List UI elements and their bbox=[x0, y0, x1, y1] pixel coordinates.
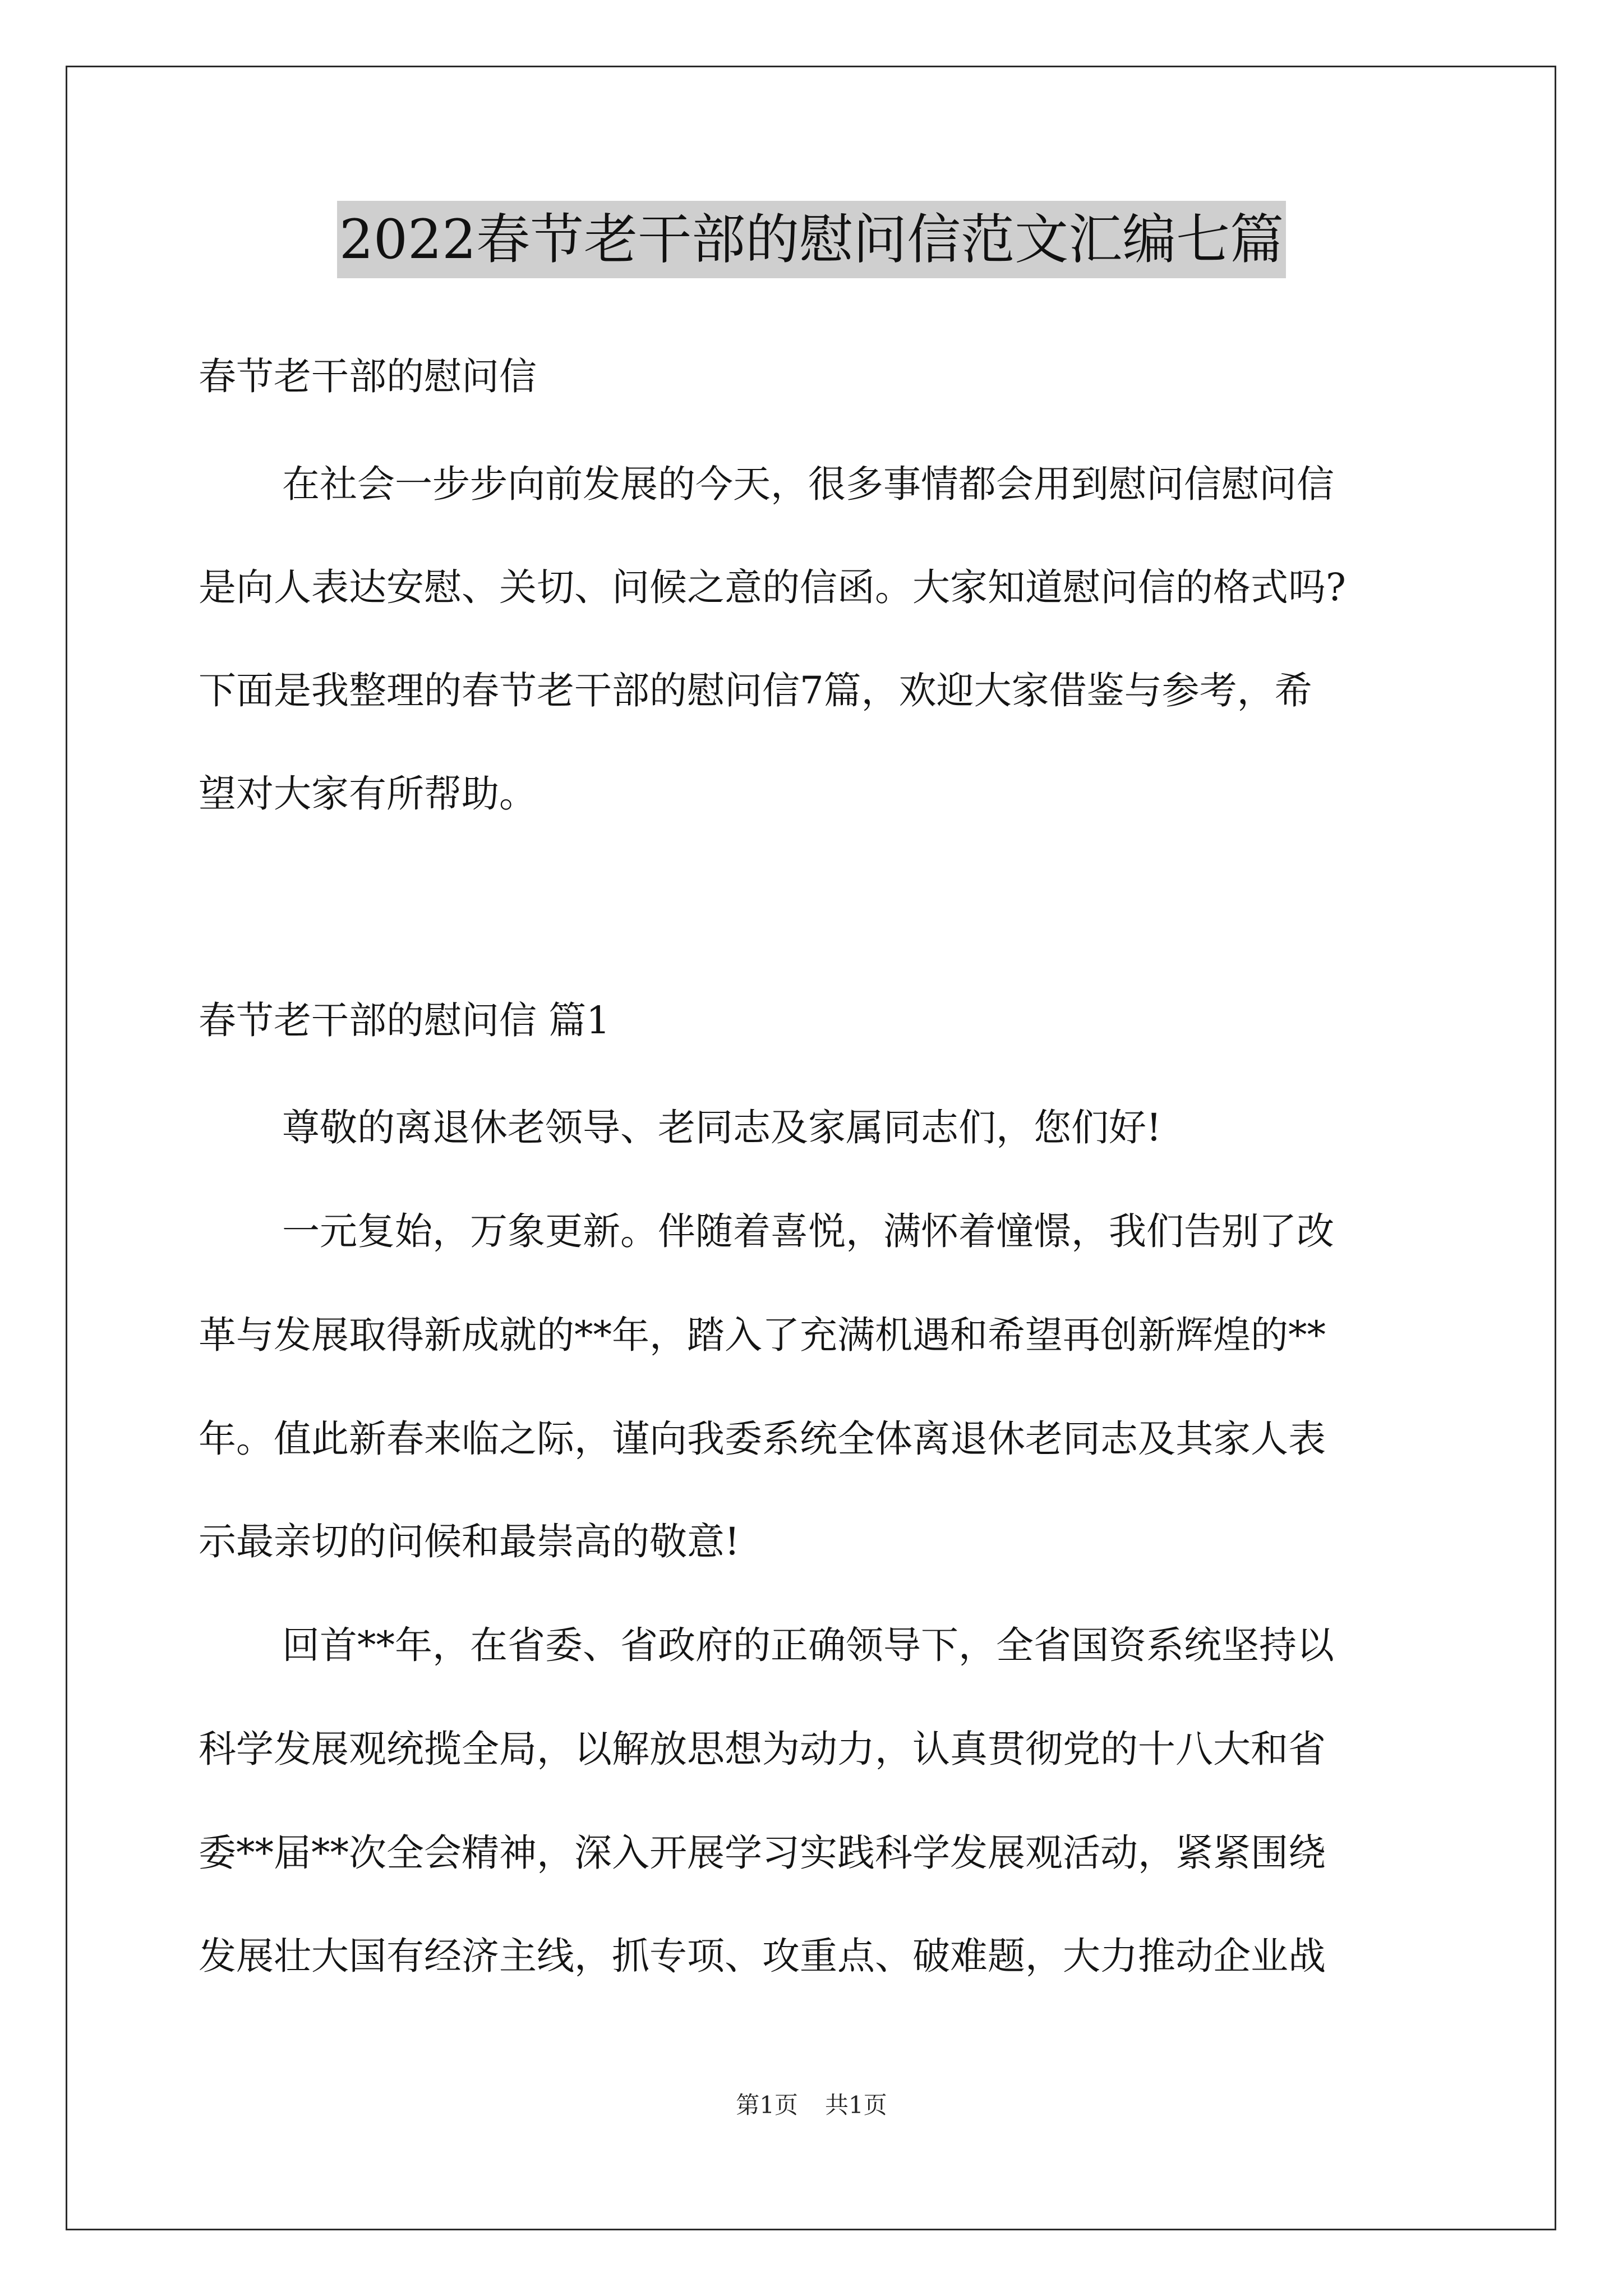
document-title: 2022春节老干部的慰问信范文汇编七篇 bbox=[337, 201, 1286, 278]
paragraph-line: 尊敬的离退休老领导、老同志及家属同志们，您们好! bbox=[282, 1106, 1161, 1149]
section-heading: 春节老干部的慰问信 bbox=[199, 355, 537, 398]
section-heading: 春节老干部的慰问信 篇1 bbox=[199, 999, 610, 1042]
paragraph-line: 是向人表达安慰、关切、问候之意的信函。大家知道慰问信的格式吗? bbox=[199, 565, 1346, 609]
page-number: 第1页 bbox=[736, 2091, 798, 2119]
paragraph-line: 回首**年，在省委、省政府的正确领导下，全省国资系统坚持以 bbox=[282, 1623, 1334, 1667]
paragraph-line: 下面是我整理的春节老干部的慰问信7篇，欢迎大家借鉴与参考，希 bbox=[199, 669, 1312, 712]
paragraph-line: 委**届**次全会精神，深入开展学习实践科学发展观活动，紧紧围绕 bbox=[199, 1831, 1326, 1875]
page-footer bbox=[0, 2087, 1623, 2120]
paragraph-line: 在社会一步步向前发展的今天，很多事情都会用到慰问信慰问信 bbox=[282, 462, 1334, 506]
paragraph-line: 一元复始，万象更新。伴随着喜悦，满怀着憧憬，我们告别了改 bbox=[282, 1209, 1334, 1253]
paragraph-line: 科学发展观统揽全局，以解放思想为动力，认真贯彻党的十八大和省 bbox=[199, 1727, 1326, 1771]
paragraph-line: 示最亲切的问候和最崇高的敬意! bbox=[199, 1520, 740, 1563]
paragraph-line: 革与发展取得新成就的**年，踏入了充满机遇和希望再创新辉煌的** bbox=[199, 1313, 1326, 1357]
paragraph-line: 望对大家有所帮助。 bbox=[199, 772, 537, 816]
paragraph-line: 年。值此新春来临之际，谨向我委系统全体离退休老同志及其家人表 bbox=[199, 1417, 1326, 1461]
paragraph-line: 发展壮大国有经济主线，抓专项、攻重点、破难题，大力推动企业战 bbox=[199, 1934, 1326, 1978]
title-container bbox=[0, 201, 1623, 278]
page-total: 共1页 bbox=[825, 2091, 887, 2119]
